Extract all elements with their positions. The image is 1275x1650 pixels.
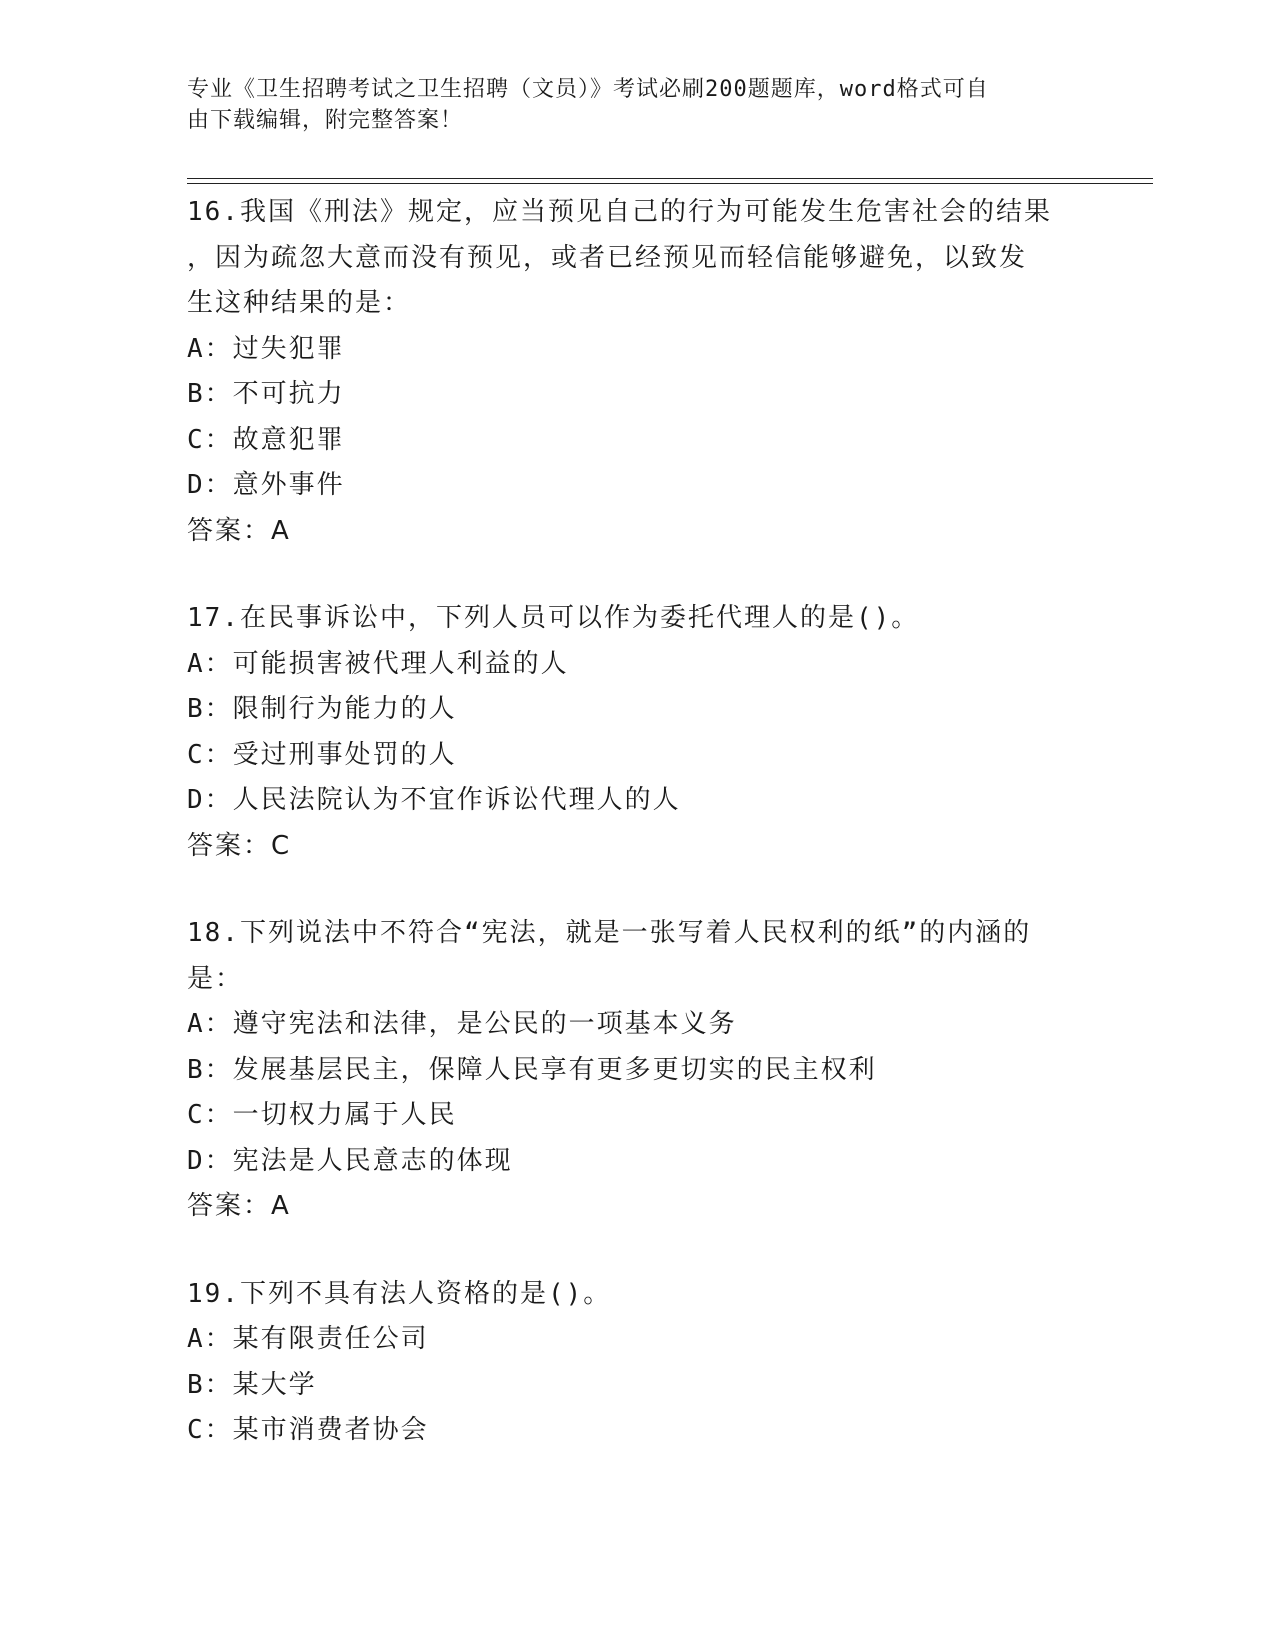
question-17 — [187, 596, 1087, 869]
question-stem-line: 19.下列不具有法人资格的是()。 — [187, 1278, 612, 1309]
option-a: A：过失犯罪 — [187, 333, 345, 364]
question-list — [187, 190, 1087, 1496]
question-19 — [187, 1272, 1087, 1454]
option-a: A：可能损害被代理人利益的人 — [187, 648, 569, 679]
question-stem-line: ，因为疏忽大意而没有预见，或者已经预见而轻信能够避免，以致发 — [187, 242, 1028, 273]
question-16 — [187, 190, 1087, 554]
answer-line: 答案：C — [187, 830, 292, 861]
question-stem-line: 16.我国《刑法》规定，应当预见自己的行为可能发生危害社会的结果 — [187, 197, 1052, 227]
option-b: B：发展基层民主，保障人民享有更多更切实的民主权利 — [187, 1054, 877, 1085]
header-line-1: 专业《卫生招聘考试之卫生招聘（文员）》考试必刷200题题库，word格式可自 — [187, 77, 989, 102]
question-stem-line: 是： — [187, 963, 244, 994]
option-b: B：不可抗力 — [187, 379, 345, 409]
document-header — [187, 74, 1067, 136]
option-a: A：某有限责任公司 — [187, 1324, 429, 1354]
option-d: D：意外事件 — [187, 470, 345, 500]
option-c: C：受过刑事处罚的人 — [187, 739, 457, 770]
option-a: A：遵守宪法和法律，是公民的一项基本义务 — [187, 1009, 737, 1039]
option-c: C：一切权力属于人民 — [187, 1100, 457, 1130]
question-stem-line: 17.在民事诉讼中，下列人员可以作为委托代理人的是()。 — [187, 603, 920, 633]
header-divider-bottom — [187, 183, 1153, 184]
question-stem-line: 生这种结果的是： — [187, 288, 412, 318]
header-line-2: 由下载编辑，附完整答案！ — [187, 108, 464, 133]
answer-line: 答案：A — [187, 1191, 291, 1221]
option-c: C：某市消费者协会 — [187, 1415, 429, 1445]
option-b: B：某大学 — [187, 1369, 317, 1400]
question-stem-line: 18.下列说法中不符合“宪法，就是一张写着人民权利的纸”的内涵的 — [187, 918, 1032, 948]
option-c: C：故意犯罪 — [187, 424, 345, 455]
option-b: B：限制行为能力的人 — [187, 694, 457, 724]
header-divider-top — [187, 178, 1153, 179]
question-18 — [187, 911, 1087, 1230]
option-d: D：人民法院认为不宜作诉讼代理人的人 — [187, 785, 681, 815]
option-d: D：宪法是人民意志的体现 — [187, 1145, 513, 1176]
answer-line: 答案：A — [187, 515, 291, 546]
